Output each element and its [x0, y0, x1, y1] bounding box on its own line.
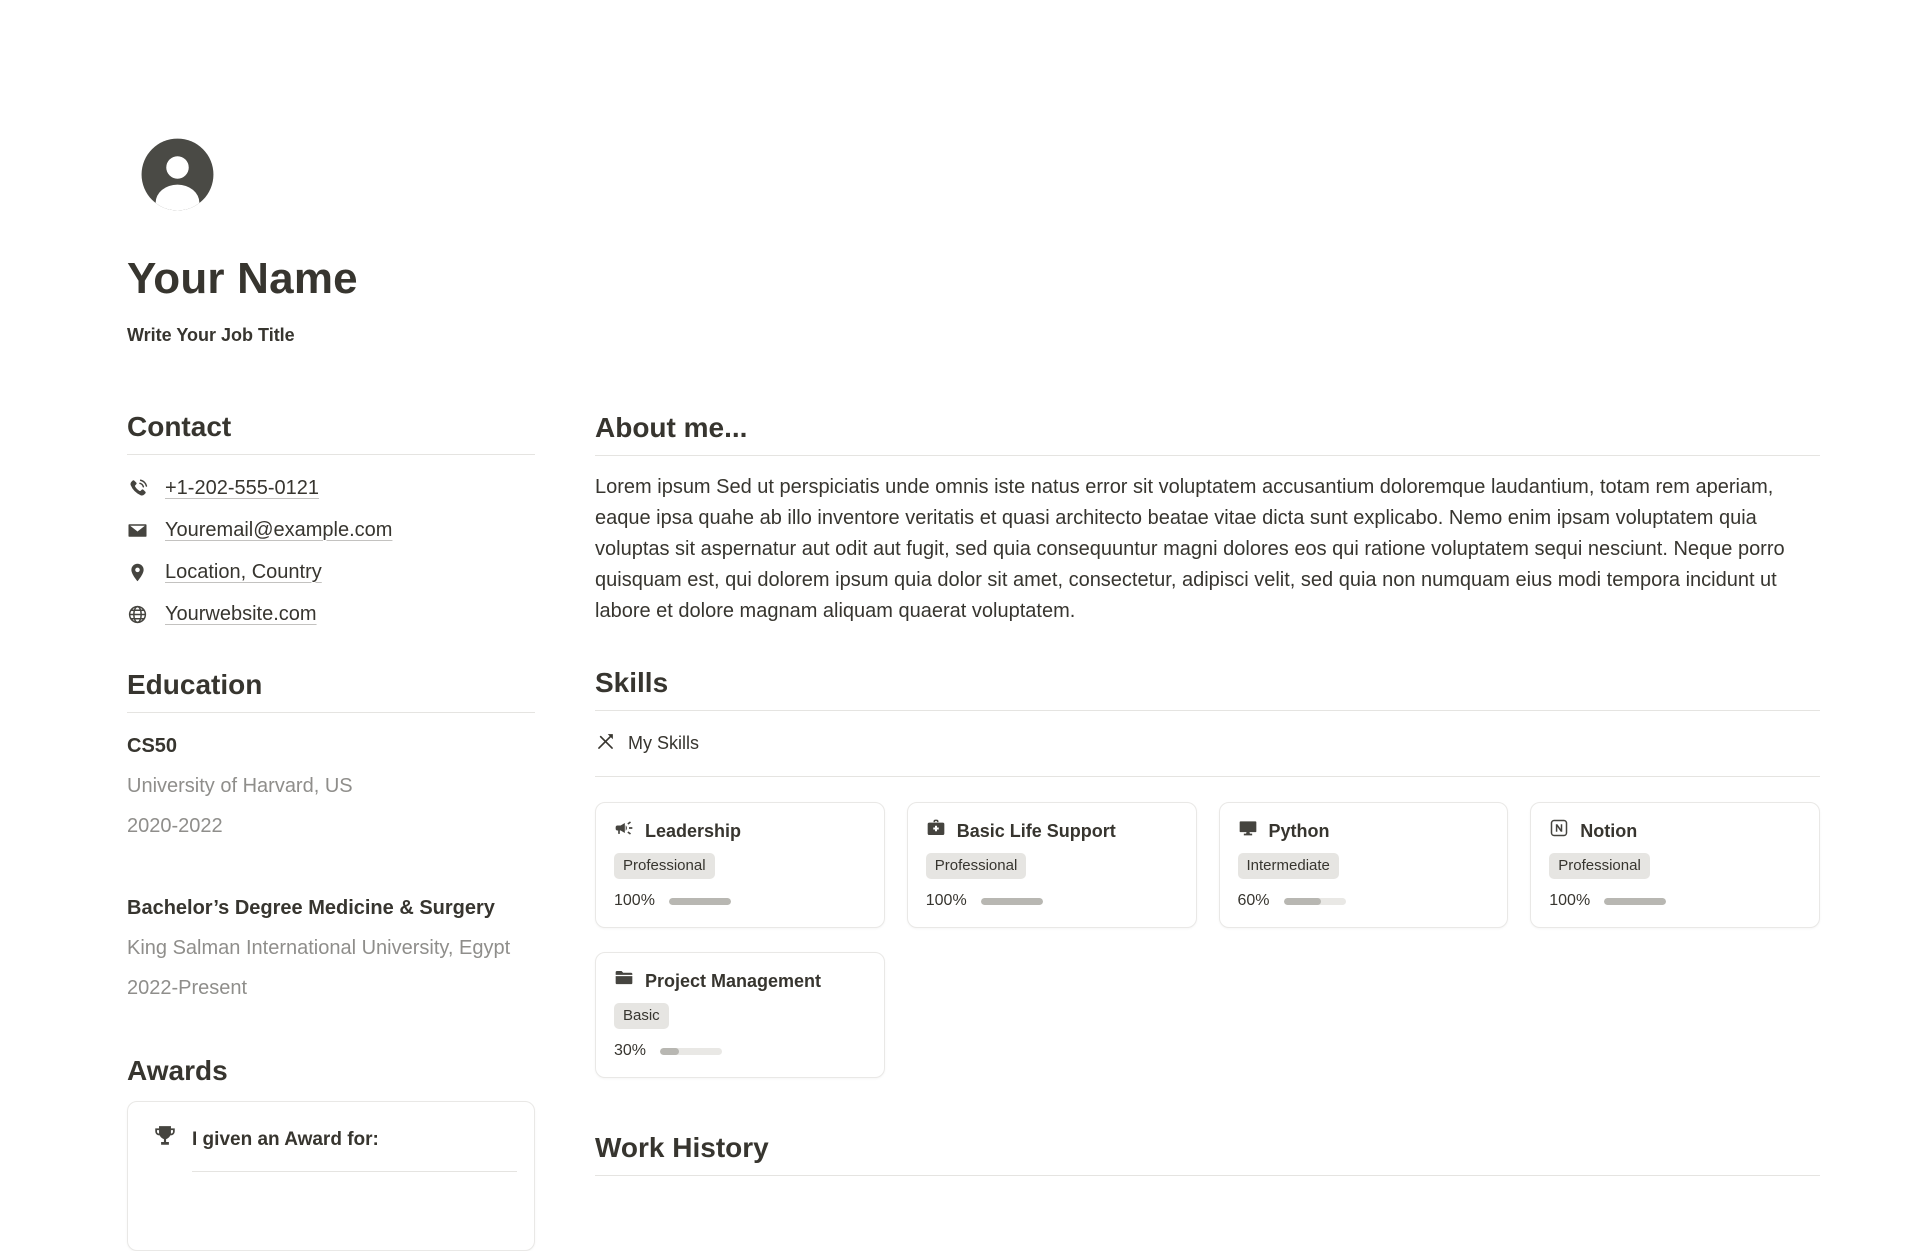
skill-percent: 30% [614, 1042, 647, 1059]
awards-heading: Awards [127, 1055, 228, 1086]
skill-progress-fill [669, 898, 731, 905]
contact-item-email [127, 509, 535, 551]
study-years: 2022-Present [127, 977, 248, 999]
skill-name: Project Management [645, 970, 822, 991]
education-heading: Education [127, 669, 263, 700]
skill-progress-row [1549, 892, 1801, 910]
skill-percent: 100% [1549, 892, 1591, 909]
location-icon [127, 562, 148, 583]
study-years: 2020-2022 [127, 815, 223, 837]
contact-list [127, 455, 535, 635]
skill-progress-bar [1604, 898, 1666, 905]
skill-progress-row [614, 1042, 866, 1060]
skill-progress-bar [660, 1048, 722, 1055]
phone-link[interactable]: +1-202-555-0121 [165, 476, 320, 499]
skill-level-tag: Intermediate [1238, 853, 1339, 879]
skill-card-python[interactable] [1219, 802, 1509, 928]
skill-title-row [1549, 818, 1801, 843]
skill-card-notion[interactable] [1530, 802, 1820, 928]
right-column [595, 137, 1820, 1251]
trophy-icon [152, 1124, 178, 1155]
education-entry [127, 895, 535, 1001]
work-history-section [595, 1130, 1820, 1176]
skill-progress-bar [669, 898, 731, 905]
degree-title: CS50 [127, 735, 178, 757]
skill-progress-row [1238, 892, 1490, 910]
folder-icon [614, 968, 634, 993]
contact-item-location [127, 551, 535, 593]
skill-level-tag: Basic [614, 1003, 669, 1029]
skill-progress-row [926, 892, 1178, 910]
phone-icon [127, 478, 148, 499]
contact-section [127, 409, 535, 635]
mail-icon [127, 520, 148, 541]
skill-title-row [614, 968, 866, 993]
degree-title: Bachelor’s Degree Medicine & Surgery [127, 897, 495, 919]
resume-page [127, 0, 1820, 1251]
skill-card-leadership[interactable] [595, 802, 885, 928]
website-link[interactable]: Yourwebsite.com [165, 602, 317, 625]
skill-progress-bar [1284, 898, 1346, 905]
skill-progress-fill [1604, 898, 1666, 905]
contact-item-website [127, 593, 535, 635]
skill-progress-fill [981, 898, 1043, 905]
my-skills-toggle[interactable] [595, 711, 1820, 777]
email-link[interactable]: Youremail@example.com [165, 518, 393, 541]
school-name: University of Harvard, US [127, 775, 353, 797]
about-paragraph: Lorem ipsum Sed ut perspiciatis unde omnis iste natus error sit voluptatem accusantium doloremque laudantium, totam rem aperiam, eaque ipsa quahe ab illo inventore veritatis et quasi architecto beatae vitae dicta sunt explicabo. Nemo enim ipsam voluptatem quia voluptas sit aspernatur aut odit aut fugit, sed quia consequuntur magni dolores eos qui ratione voluptatem sequi nesciunt. Neque porro quisquam est, qui dolorem ipsum quia dolor sit amet, consectetur, adipisci velit, sed quia non numquam eius modi tempora incidunt ut labore et dolore magnam aliquam quaerat voluptatem. [595, 476, 1785, 622]
award-input-line[interactable] [192, 1171, 517, 1172]
skill-percent: 100% [925, 892, 967, 909]
skill-level-tag: Professional [1549, 853, 1650, 879]
skill-name: Python [1268, 820, 1330, 841]
divider [595, 455, 1820, 456]
page-title: Your Name [127, 254, 358, 303]
skills-grid [595, 802, 1820, 1078]
award-row [152, 1124, 510, 1155]
job-title: Write Your Job Title [127, 325, 295, 345]
skill-title-row [1238, 818, 1490, 843]
skill-title-row [926, 818, 1178, 843]
crossed-arrows-icon [595, 731, 616, 757]
left-column [127, 137, 535, 1251]
first-aid-icon [926, 818, 946, 843]
skill-progress-fill [1284, 898, 1321, 905]
my-skills-label: My Skills [628, 733, 699, 753]
contact-heading: Contact [127, 411, 232, 442]
notion-icon [1549, 818, 1569, 843]
education-list [127, 713, 535, 1001]
award-label: I given an Award for: [192, 1128, 379, 1150]
about-heading: About me... [595, 412, 748, 443]
school-name: King Salman International University, Egypt [127, 937, 511, 959]
awards-section [127, 1053, 535, 1251]
skill-percent: 100% [614, 892, 655, 909]
skill-percent: 60% [1237, 892, 1270, 909]
skill-progress-row [614, 892, 866, 910]
about-section [595, 410, 1820, 627]
megaphone-icon [614, 818, 634, 843]
skill-progress-fill [660, 1048, 679, 1055]
award-card[interactable] [127, 1101, 535, 1251]
person-avatar-icon [140, 137, 215, 212]
divider [595, 1175, 1820, 1176]
globe-icon [127, 604, 148, 625]
education-entry [127, 733, 535, 839]
skill-card-project-management[interactable] [595, 952, 885, 1078]
skill-name: Basic Life Support [956, 820, 1116, 841]
skill-name: Leadership [645, 820, 742, 841]
skill-name: Notion [1580, 820, 1638, 841]
skill-card-basic-life-support[interactable] [907, 802, 1197, 928]
work-history-heading: Work History [595, 1132, 769, 1163]
location-link[interactable]: Location, Country [165, 560, 322, 583]
skill-title-row [614, 818, 866, 843]
skill-level-tag: Professional [926, 853, 1027, 879]
contact-item-phone [127, 467, 535, 509]
monitor-icon [1238, 818, 1258, 843]
skill-level-tag: Professional [614, 853, 715, 879]
education-section [127, 667, 535, 1001]
skills-section [595, 665, 1820, 1078]
skill-progress-bar [981, 898, 1043, 905]
skills-heading: Skills [595, 667, 669, 698]
